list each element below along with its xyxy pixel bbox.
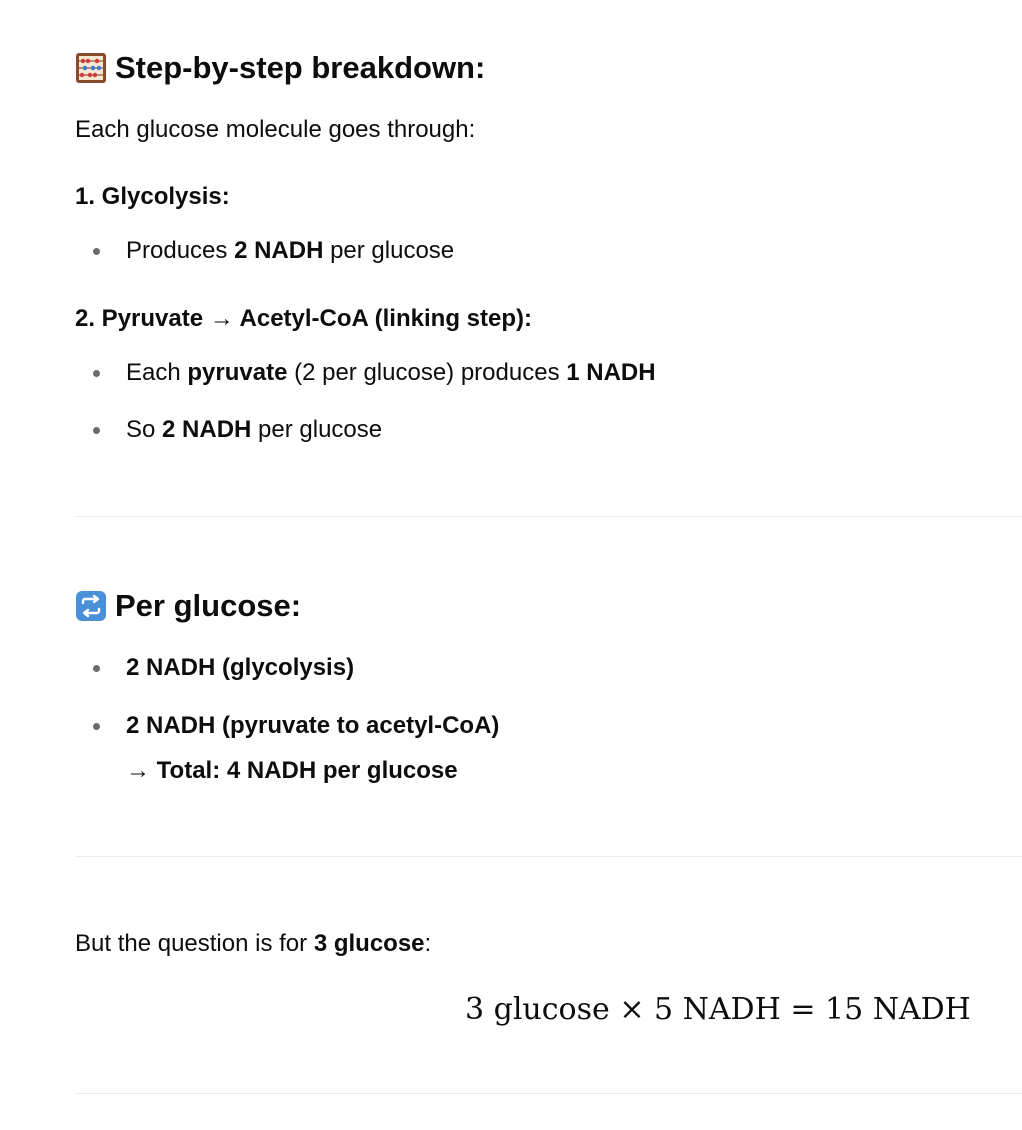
abacus-icon <box>75 52 107 84</box>
divider <box>75 856 1022 857</box>
section-title: Step-by-step breakdown: <box>115 50 486 85</box>
bold-text: 2 NADH <box>234 237 324 264</box>
text-segment: Each <box>126 359 188 386</box>
list-item <box>126 357 656 389</box>
section-heading-breakdown <box>75 48 485 88</box>
step-title-glycolysis: 1. Glycolysis: <box>75 183 230 210</box>
step-title-pyruvate: 2. Pyruvate → Acetyl-CoA (linking step): <box>75 305 532 332</box>
divider <box>75 516 1022 517</box>
text-segment: So <box>126 416 163 443</box>
question-text <box>75 928 431 960</box>
list-item <box>126 414 382 446</box>
total-line: → Total: 4 NADH per glucose <box>126 757 458 784</box>
bold-text: 1 NADH <box>566 359 656 386</box>
bold-text: pyruvate <box>187 359 288 386</box>
section-title: Per glucose: <box>115 588 302 623</box>
text-segment: : <box>424 930 432 957</box>
text-segment: (2 per glucose) produces <box>287 359 567 386</box>
text-segment: per glucose <box>323 237 455 264</box>
equation-term: 3 glucose <box>465 992 610 1027</box>
equation-term: 5 NADH <box>654 992 781 1027</box>
intro-text: Each glucose molecule goes through: <box>75 116 476 143</box>
equation-result: 15 NADH <box>825 992 971 1027</box>
bold-text: 3 glucose <box>313 930 425 957</box>
repeat-icon <box>75 590 107 622</box>
section-heading-per-glucose <box>75 586 301 626</box>
text-segment: per glucose <box>251 416 383 443</box>
divider <box>75 1093 1022 1094</box>
list-item: 2 NADH (pyruvate to acetyl-CoA) <box>126 710 499 742</box>
equation-operator: = <box>790 992 816 1027</box>
bold-text: 2 NADH <box>162 416 252 443</box>
equation <box>465 988 971 1032</box>
list-item <box>126 235 454 267</box>
text-segment: Produces <box>126 237 235 264</box>
list-item: 2 NADH (glycolysis) <box>126 652 354 684</box>
equation-operator: × <box>619 992 645 1027</box>
text-segment: But the question is for <box>75 930 314 957</box>
